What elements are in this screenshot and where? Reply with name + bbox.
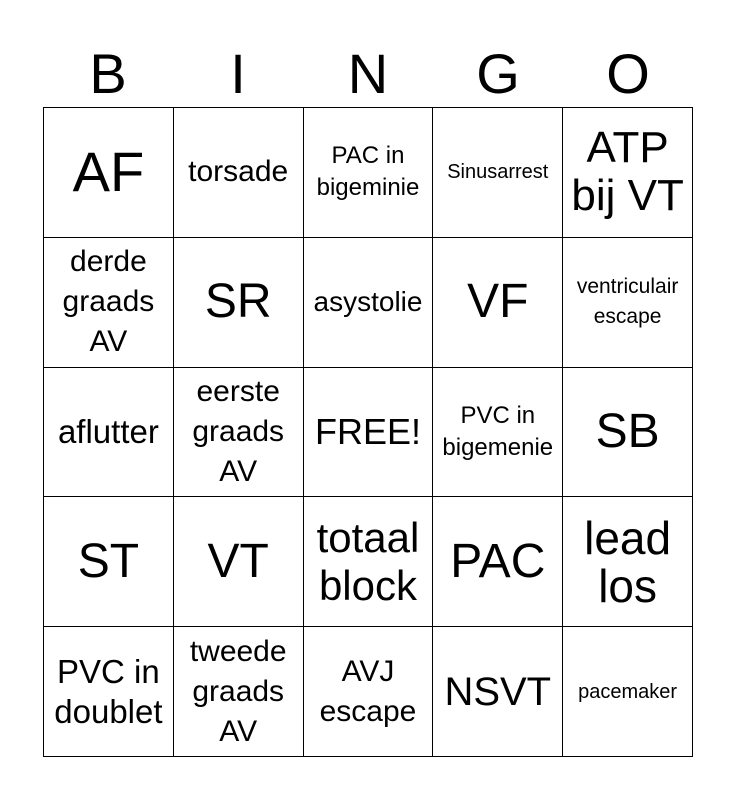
cell-label: lead los: [584, 511, 672, 612]
cell-label: eerste graads AV: [192, 374, 285, 488]
cell-label: AVJ escape: [319, 654, 417, 728]
bingo-cell[interactable]: [433, 108, 563, 238]
bingo-cell[interactable]: [304, 627, 434, 757]
bingo-header: [43, 40, 693, 108]
cell-label: SR: [204, 275, 272, 329]
header-letter-g: G: [476, 42, 520, 105]
bingo-cell[interactable]: [304, 108, 434, 238]
cell-label: tweede graads AV: [189, 634, 287, 748]
cell-label: Sinusarrest: [447, 161, 549, 184]
header-letter-n: N: [347, 42, 389, 105]
bingo-cell[interactable]: [174, 497, 304, 627]
bingo-cell[interactable]: [433, 627, 563, 757]
cell-label: VT: [207, 534, 269, 588]
cell-label: ventriculair escape: [576, 275, 679, 329]
bingo-grid: [43, 107, 693, 757]
cell-label: ST: [77, 534, 140, 588]
cell-label: PVC in doublet: [54, 652, 163, 730]
bingo-cell[interactable]: [174, 108, 304, 238]
bingo-cell[interactable]: [563, 238, 693, 368]
bingo-cell[interactable]: [44, 108, 174, 238]
cell-label: AF: [72, 140, 145, 204]
cell-label: torsade: [188, 155, 289, 189]
cell-label: FREE!: [314, 410, 421, 452]
header-letter-b: B: [89, 42, 127, 105]
bingo-cell[interactable]: [563, 368, 693, 498]
cell-label: PAC in bigeminie: [316, 142, 420, 202]
bingo-cell[interactable]: [433, 368, 563, 498]
cell-label: aflutter: [57, 412, 159, 450]
bingo-cell[interactable]: [433, 238, 563, 368]
bingo-cell[interactable]: [44, 497, 174, 627]
bingo-cell[interactable]: [174, 238, 304, 368]
cell-label: NSVT: [444, 669, 552, 714]
bingo-cell[interactable]: [563, 627, 693, 757]
cell-label: SB: [595, 404, 660, 458]
bingo-cell[interactable]: [44, 627, 174, 757]
header-letter-i: I: [230, 42, 246, 105]
cell-label: derde graads AV: [62, 245, 155, 359]
bingo-cell[interactable]: [304, 238, 434, 368]
header-letter-o: O: [606, 42, 650, 105]
bingo-cell[interactable]: [44, 238, 174, 368]
cell-label: totaal block: [316, 513, 420, 609]
cell-label: pacemaker: [578, 680, 678, 703]
bingo-cell[interactable]: [44, 368, 174, 498]
cell-label: asystolie: [313, 286, 423, 318]
cell-label: PVC in bigemenie: [442, 401, 554, 461]
bingo-cell[interactable]: [433, 497, 563, 627]
cell-label: PAC: [450, 534, 546, 588]
bingo-cell[interactable]: [174, 368, 304, 498]
bingo-cell[interactable]: [304, 497, 434, 627]
cell-label: ATP bij VT: [571, 123, 684, 221]
bingo-cell[interactable]: [563, 497, 693, 627]
cell-label: VF: [467, 275, 529, 329]
bingo-cell[interactable]: [174, 627, 304, 757]
bingo-cell[interactable]: [304, 368, 434, 498]
bingo-cell[interactable]: [563, 108, 693, 238]
